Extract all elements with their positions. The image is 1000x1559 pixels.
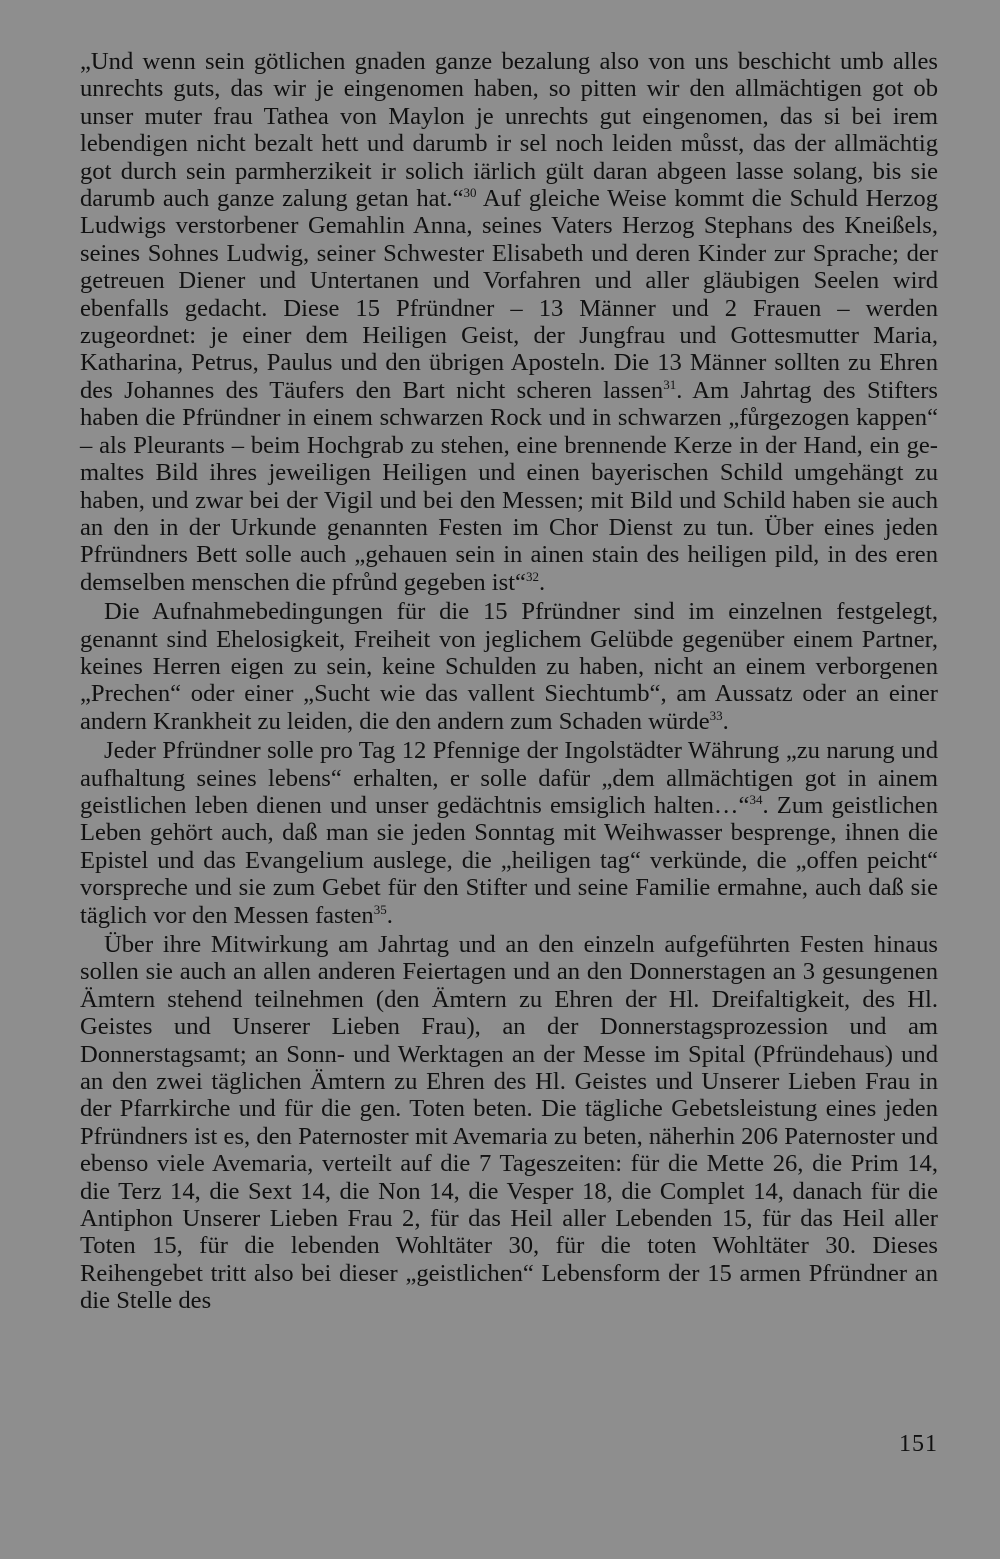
footnote-ref-31: 31 bbox=[663, 376, 677, 392]
paragraph-3 bbox=[80, 737, 938, 929]
text-run: . bbox=[538, 568, 546, 596]
footnote-ref-32: 32 bbox=[525, 568, 539, 584]
page-text-block bbox=[80, 48, 938, 1315]
paragraph-2 bbox=[80, 598, 938, 735]
text-run: . bbox=[386, 901, 393, 929]
text-run: . bbox=[722, 707, 729, 735]
footnote-ref-33: 33 bbox=[709, 707, 723, 723]
text-run: Jeder Pfründner solle pro Tag 12 Pfennige der Ingolstädter Währung „zu narung und aufhaltung seines lebens“ erhalten, er solle dafür „dem allmächtigen got in ainem geistlichen leben dienen und unser gedächtnis emsiglich halten…“ bbox=[80, 737, 938, 819]
footnote-ref-34: 34 bbox=[749, 791, 763, 807]
text-run: . Am Jahrtag des Stifters haben die Pfründner in einem schwarzen Rock und in schwarzen „fůrgezogen kappen“ – als Pleurants – beim Hochgrab zu stehen, eine brennende Kerze in der Hand, ein gemaltes Bild ihres jeweiligen Heiligen und einen bayerischen Schild umgehängt zu haben, und zwar bei der Vigil und bei den Messen; mit Bild und Schild haben sie auch an den in der Urkunde genannten Festen im Chor Dienst zu tun. Über eines jeden Pfründners Bett solle auch „gehauen sein in ainen stain des heiligen pild, in des eren demselben menschen die pfrůnd gegeben ist“ bbox=[80, 376, 938, 596]
footnote-ref-35: 35 bbox=[373, 901, 387, 917]
text-run: Die Aufnahmebedingungen für die 15 Pfründner sind im einzelnen festgelegt, genannt sind Ehelosigkeit, Freiheit von jeglichem Gelübde gegenüber einem Partner, keines Herren eigen zu sein, keine Schulden zu haben, nicht an einem verborgenen „Prechen“ oder einer „Sucht wie das vallent Siechtumb“, am Aussatz oder an einer andern Krankheit zu leiden, die den andern zum Schaden würde bbox=[80, 598, 938, 735]
text-run: Über ihre Mitwirkung am Jahrtag und an den einzeln aufgeführten Festen hinaus sollen sie auch an allen anderen Feiertagen und an den Donnerstagen an 3 gesungenen Ämtern stehend teilnehmen (den Ämtern zu Ehren der Hl. Dreifaltigkeit, des Hl. Geistes und Unserer Lieben Frau), an der Donnerstagsprozession und am Donnerstagsamt; an Sonn- und Werktagen an der Messe im Spital (Pfründehaus) und an den zwei täglichen Ämtern zu Ehren des Hl. Geistes und Unserer Lieben Frau in der Pfarrkirche und für die gen. Toten beten. Die tägliche Gebetsleistung eines jeden Pfründners ist es, den Paternoster mit Avemaria zu beten, näherhin 206 Paternoster und ebenso viele Avemaria, verteilt auf die 7 Tageszeiten: für die Mette 26, die Prim 14, die Terz 14, die Sext 14, die Non 14, die Vesper 18, die Complet 14, danach für die Antiphon Unserer Lieben Frau 2, für das Heil aller Lebenden 15, für das Heil aller Toten 15, für die lebenden Wohltäter 30, für die toten Wohltäter 30. Dieses Reihengebet tritt also bei dieser „geistlichen“ Lebensform der 15 armen Pfründner an die Stelle des bbox=[80, 931, 938, 1315]
text-run: „Und wenn sein götlichen gnaden ganze bezalung also von uns beschicht umb alles unrechts guts, das wir je eingenomen haben, so pitten wir den allmächtigen got ob unser muter frau Tathea von Maylon je unrechts gut eingenomen, das si bei irem lebendigen nicht bezalt hett und darumb ir sel noch leiden můsst, das der allmächtig got durch sein parmherzikeit ir solich iärlich gült daran abgeen lasse solang, bis sie darumb auch ganze zalung getan hat.“ bbox=[80, 48, 938, 213]
paragraph-4 bbox=[80, 931, 938, 1315]
footnote-ref-30: 30 bbox=[463, 185, 477, 201]
paragraph-1 bbox=[80, 48, 938, 596]
text-run: Auf gleiche Weise kommt die Schuld Herzog Ludwigs verstorbener Gemahlin Anna, seines Vaters Herzog Stephans des Kneißels, seines Sohnes Ludwig, seiner Schwester Elisabeth und deren Kinder zur Sprache; der getreuen Diener und Untertanen und Vorfahren und aller gläubigen Seelen wird ebenfalls gedacht. Diese 15 Pfründner – 13 Männer und 2 Frauen – werden zugeordnet: je einer dem Heiligen Geist, der Jungfrau und Gottesmutter Maria, Katharina, Petrus, Paulus und den übrigen Aposteln. Die 13 Männer sollten zu Ehren des Johannes des Täufers den Bart nicht scheren lassen bbox=[80, 185, 938, 404]
text-run: . Zum geistlichen Leben gehört auch, daß man sie jeden Sonntag mit Weihwasser besprenge, ihnen die Epistel und das Evangelium auslege, die „heiligen tag“ verkünde, die „offen peicht“ vorspreche und sie zum Gebet für den Stifter und seine Familie ermahne, auch daß sie täglich vor den Messen fasten bbox=[80, 791, 939, 929]
page-number: 151 bbox=[899, 1431, 938, 1457]
